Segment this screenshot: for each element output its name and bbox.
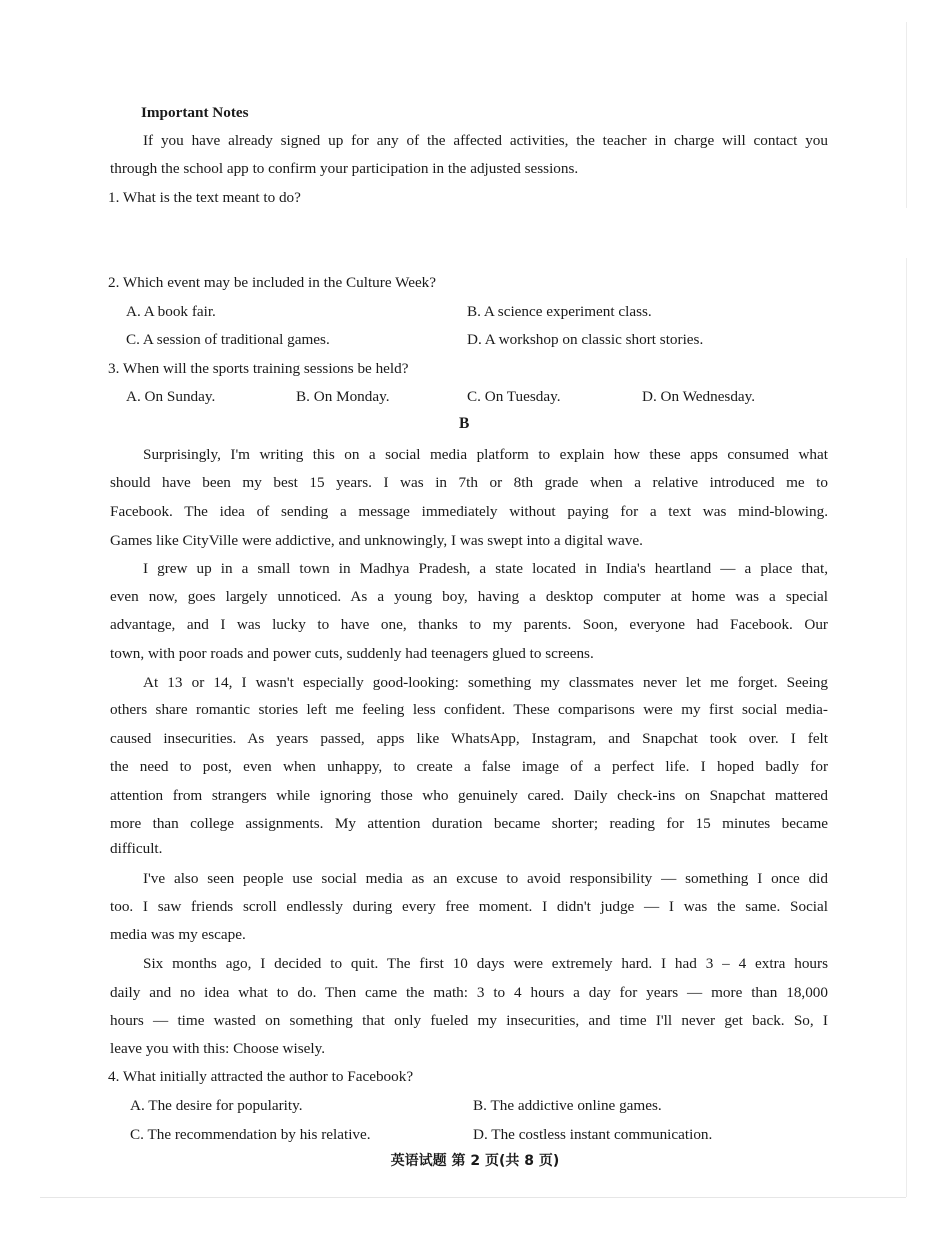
passage-p2-line: advantage, and I was lucky to have one, thanks to my parents. Soon, everyone had Facebook. Our [110, 616, 828, 633]
q4-option-d: D. The costless instant communication. [473, 1126, 713, 1143]
passage-p3-line: At 13 or 14, I wasn't especially good-looking: something my classmates never let me forget. Seeing [143, 674, 828, 691]
scan-gap-edge [906, 208, 946, 258]
q4-option-c: C. The recommendation by his relative. [130, 1126, 371, 1143]
q2-option-c: C. A session of traditional games. [126, 331, 330, 348]
q4-question: 4. What initially attracted the author to Facebook? [108, 1068, 414, 1085]
q3-question: 3. When will the sports training sessions be held? [108, 360, 409, 377]
passage-p1-line: Games like CityVille were addictive, and unknowingly, I was swept into a digital wave. [110, 532, 643, 549]
q2-option-d: D. A workshop on classic short stories. [467, 331, 704, 348]
passage-p2-line: I grew up in a small town in Madhya Pradesh, a state located in India's heartland — a place that, [143, 560, 828, 577]
passage-p3-line: attention from strangers while ignoring those who genuinely cared. Daily check-ins on Snapchat mattered [110, 787, 828, 804]
passage-p2-line: even now, goes largely unnoticed. As a young boy, having a desktop computer at home was a special [110, 588, 828, 605]
passage-p5-line: leave you with this: Choose wisely. [110, 1040, 325, 1057]
passage-p1-line: should have been my best 15 years. I was in 7th or 8th grade when a relative introduced me to [110, 474, 828, 491]
passage-p4-line: too. I saw friends scroll endlessly during every free moment. I didn't judge — I was the same. Social [110, 898, 828, 915]
q1-question: 1. What is the text meant to do? [108, 189, 301, 206]
q2-question: 2. Which event may be included in the Culture Week? [108, 274, 437, 291]
page-edge [906, 22, 907, 1197]
passage-p3-line: the need to post, even when unhappy, to create a false image of a perfect life. I hoped badly for [110, 758, 828, 775]
section-b-heading: B [459, 415, 470, 432]
q2-option-a: A. A book fair. [126, 303, 216, 320]
q3-option-d: D. On Wednesday. [642, 388, 756, 405]
passage-p4-line: media was my escape. [110, 926, 246, 943]
passage-p5-line: Six months ago, I decided to quit. The first 10 days were extremely hard. I had 3 – 4 extra hours [143, 955, 828, 972]
q3-option-b: B. On Monday. [296, 388, 390, 405]
passage-p2-line: town, with poor roads and power cuts, suddenly had teenagers glued to screens. [110, 645, 594, 662]
notes-line-2: through the school app to confirm your participation in the adjusted sessions. [110, 160, 579, 177]
passage-p3-line: more than college assignments. My attention duration became shorter; reading for 15 minutes became [110, 815, 828, 832]
passage-p3-line: difficult. [110, 840, 163, 857]
q4-option-a: A. The desire for popularity. [130, 1097, 303, 1114]
passage-p4-line: I've also seen people use social media as an excuse to avoid responsibility — something I once did [143, 870, 828, 887]
passage-p1-line: Surprisingly, I'm writing this on a social media platform to explain how these apps consumed what [143, 446, 828, 463]
page-edge-bottom [40, 1197, 906, 1198]
scan-gap [100, 211, 906, 254]
q3-option-a: A. On Sunday. [126, 388, 216, 405]
q2-option-b: B. A science experiment class. [467, 303, 652, 320]
notes-line-1: If you have already signed up for any of the affected activities, the teacher in charge will contact you [143, 132, 828, 149]
passage-p3-line: caused insecurities. As years passed, apps like WhatsApp, Instagram, and Snapchat took over. I felt [110, 730, 828, 747]
page-footer: 英语试题 第 2 页(共 8 页) [390, 1153, 560, 1169]
passage-p5-line: daily and no idea what to do. Then came the math: 3 to 4 hours a day for years — more than 18,000 [110, 984, 828, 1001]
passage-p3-line: others share romantic stories left me feeling less confident. These comparisons were my first social media- [110, 701, 828, 718]
notes-title: Important Notes [141, 104, 249, 121]
passage-p1-line: Facebook. The idea of sending a message immediately without paying for a text was mind-blowing. [110, 503, 828, 520]
q4-option-b: B. The addictive online games. [473, 1097, 662, 1114]
passage-p5-line: hours — time wasted on something that only fueled my insecurities, and time I'll never get back. So, I [110, 1012, 828, 1029]
q3-option-c: C. On Tuesday. [467, 388, 561, 405]
